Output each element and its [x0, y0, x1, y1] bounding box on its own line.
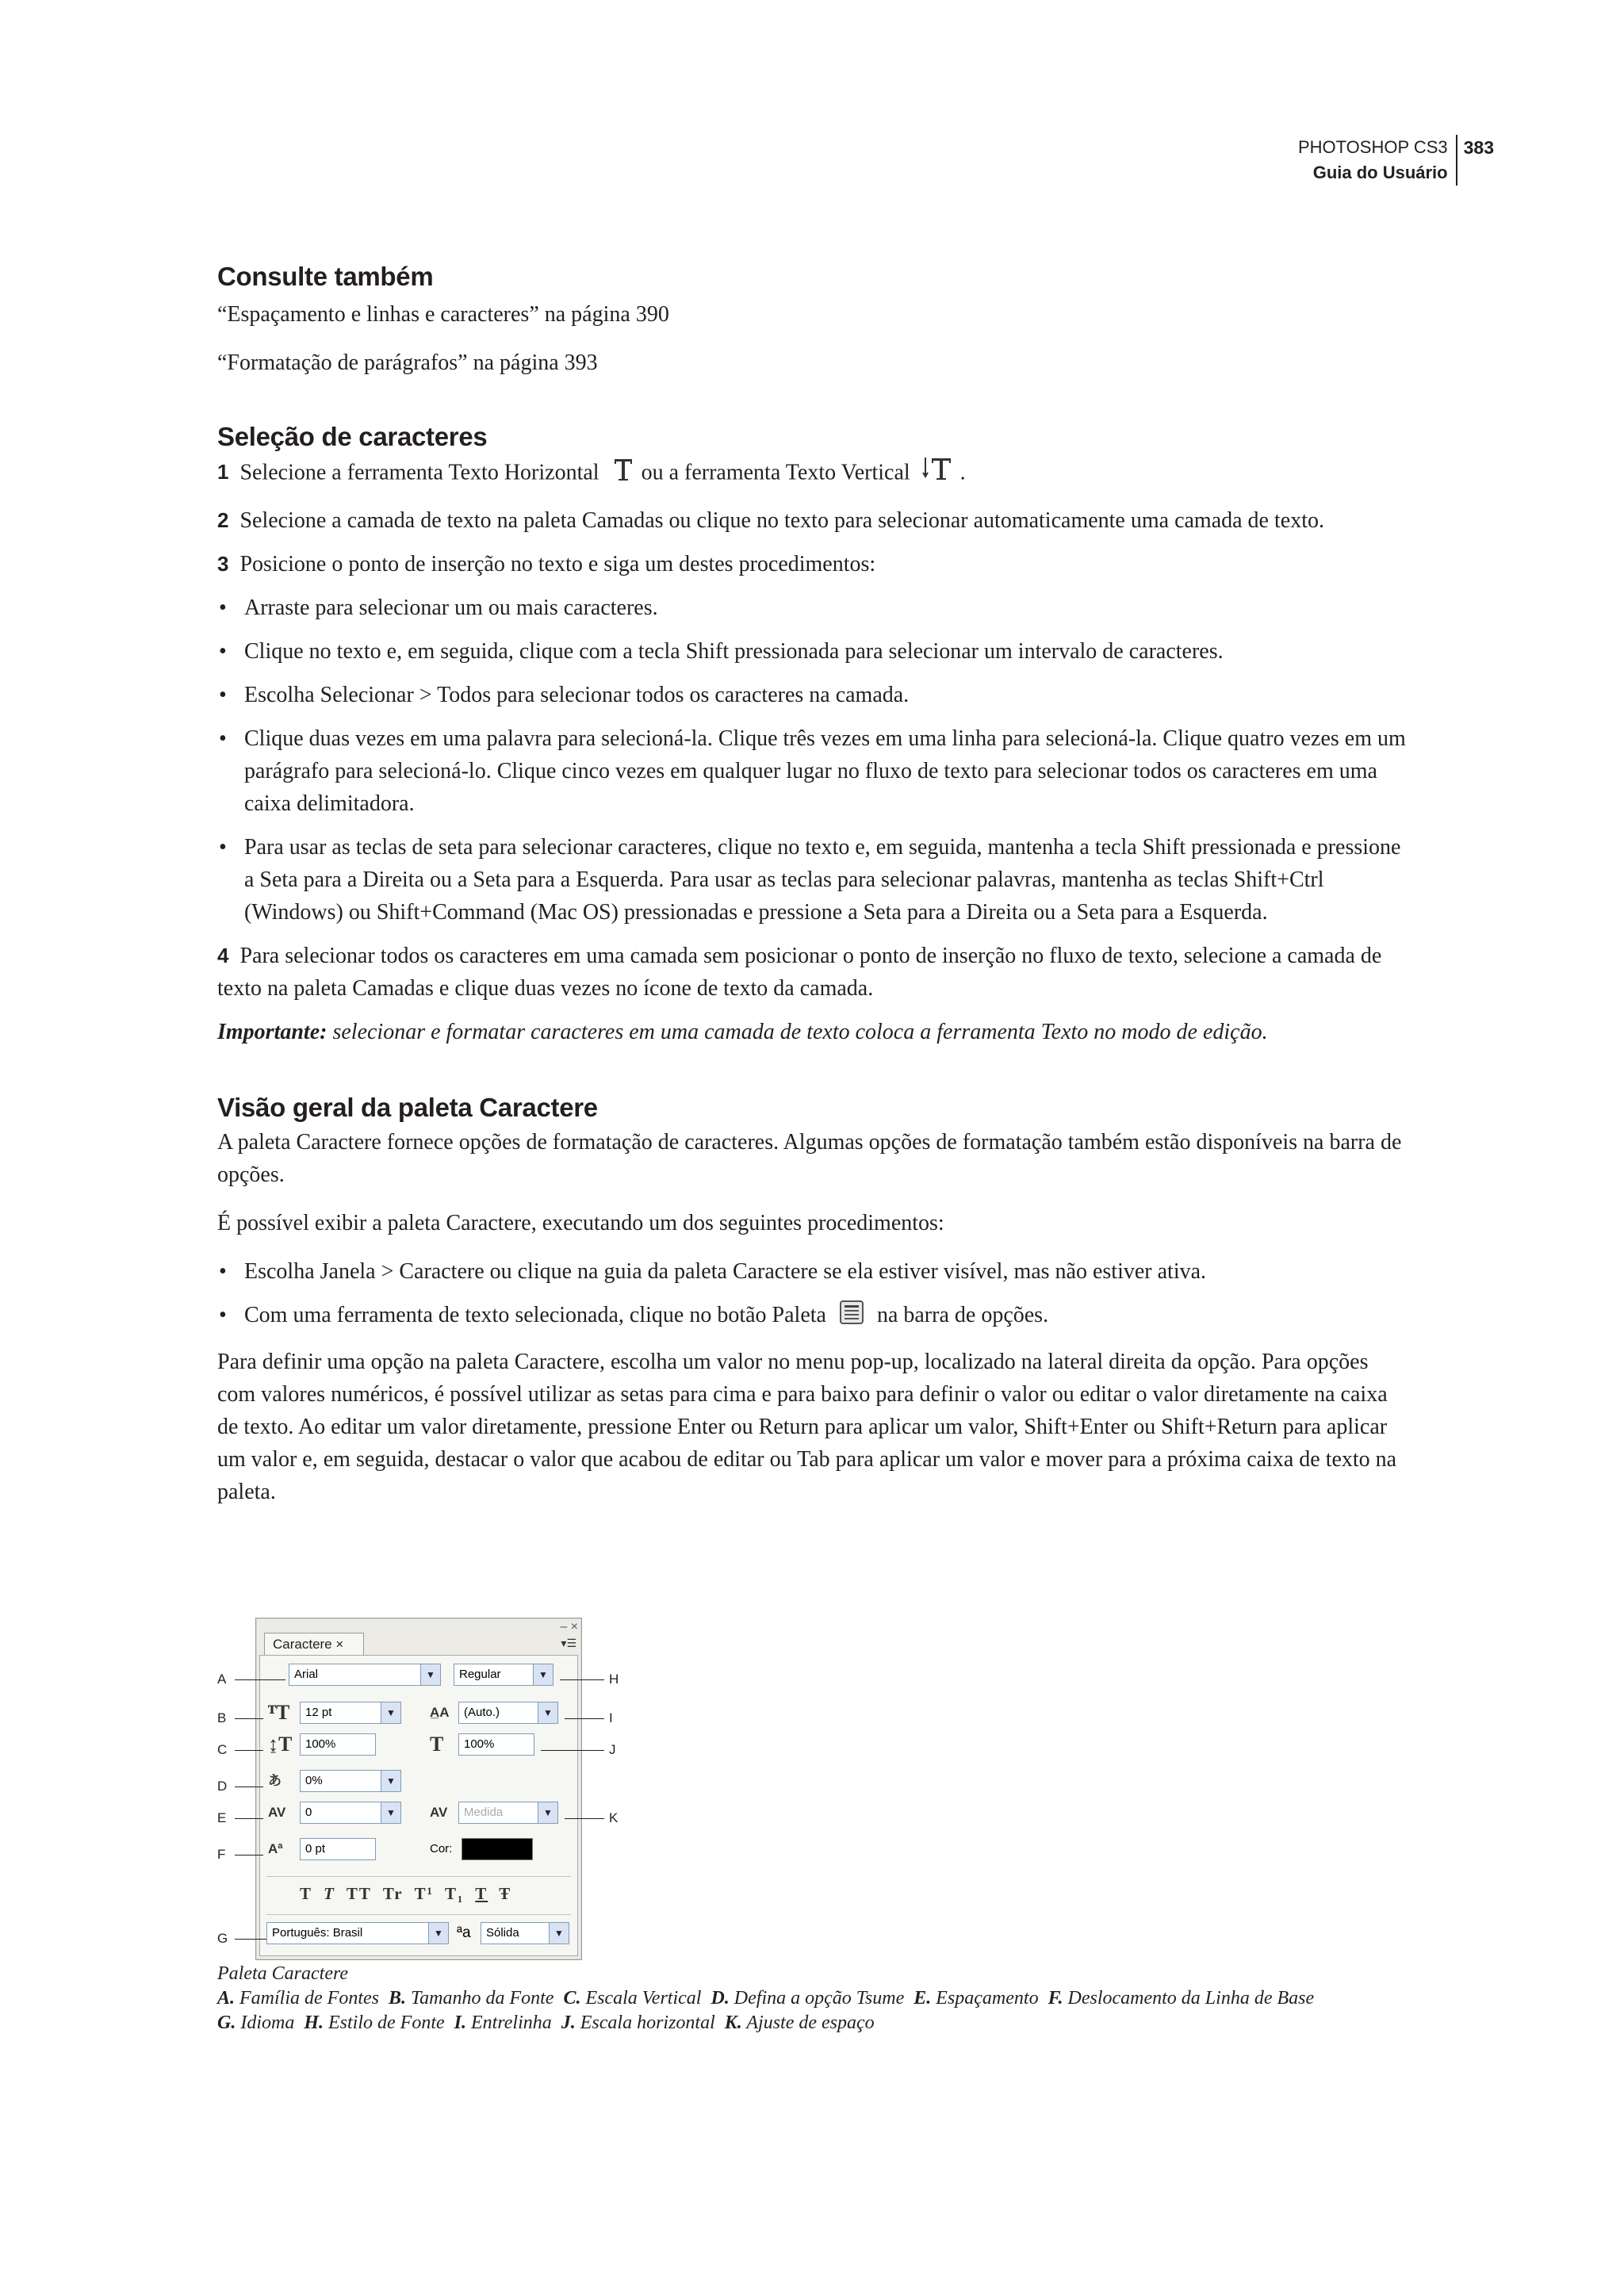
- subscript-button[interactable]: T₁: [444, 1884, 465, 1903]
- callout-d: D: [217, 1779, 228, 1794]
- leader-line: [235, 1750, 263, 1751]
- chevron-down-icon: ▼: [381, 1771, 400, 1791]
- font-size-icon: ᵀT: [268, 1701, 290, 1724]
- see-also-link[interactable]: “Espaçamento e linhas e caracteres” na página 390: [217, 302, 669, 327]
- tracking-select[interactable]: 0 ▼: [300, 1802, 401, 1824]
- leading-select[interactable]: (Auto.) ▼: [458, 1702, 558, 1724]
- tracking-icon: AV: [268, 1805, 286, 1820]
- leader-line: [565, 1818, 604, 1819]
- faux-bold-button[interactable]: T: [300, 1884, 313, 1903]
- chevron-down-icon: ▼: [549, 1923, 569, 1944]
- horizontal-type-tool-icon: [611, 456, 635, 492]
- strikethrough-button[interactable]: Ŧ: [499, 1884, 512, 1903]
- running-head: [1298, 135, 1494, 186]
- divider: [266, 1876, 571, 1877]
- tsume-icon: あ: [268, 1773, 282, 1788]
- section-heading-selecao: Seleção de caracteres: [217, 422, 488, 451]
- leading-icon: A̲A: [430, 1705, 450, 1720]
- paragraph: Para definir uma opção na paleta Caractere, escolha um valor no menu pop-up, localizado na lateral direita da opção. Para opções com valores numéricos, é possível utilizar as setas para cima e para baixo para definir o valor ou editar o valor diretamente na caixa de texto. Ao editar um valor diretamente, pressione Enter ou Return para aplicar um valor, Shift+Enter ou Shift+Return para aplicar um valor e, em seguida, destacar o valor que acabou de editar ou Tab para aplicar um valor e mover para a próxima caixa de texto na paleta.: [217, 1349, 1397, 1504]
- kerning-icon: AV: [430, 1805, 448, 1820]
- color-label: Cor:: [430, 1842, 453, 1855]
- list-item: • Clique duas vezes em uma palavra para selecioná-la. Clique três vezes em uma linha para selecioná-la. Clique quatro vezes em um parágrafo para selecioná-lo. Clique cinco vezes em qualquer lugar no fluxo de texto para selecionar todos os caracteres em uma caixa delimitadora.: [219, 726, 1406, 816]
- chevron-down-icon: ▼: [538, 1802, 557, 1823]
- see-also-link[interactable]: “Formatação de parágrafos” na página 393: [217, 350, 598, 375]
- callout-h: H: [609, 1672, 619, 1687]
- section-heading-visao-geral: Visão geral da paleta Caractere: [217, 1093, 598, 1122]
- vertical-scale-input[interactable]: 100%: [300, 1733, 376, 1756]
- chevron-down-icon: ▼: [420, 1664, 440, 1685]
- step-4: 4 Para selecionar todos os caracteres em uma camada sem posicionar o ponto de inserção no fluxo de texto, selecione a camada de texto na paleta Camadas e clique duas vezes no ícone de texto da camada.: [217, 944, 1382, 1001]
- paragraph: É possível exibir a paleta Caractere, executando um dos seguintes procedimentos:: [217, 1211, 944, 1235]
- leader-line: [235, 1679, 285, 1680]
- book-subtitle: Guia do Usuário: [1312, 163, 1448, 182]
- page-number: 383: [1463, 137, 1494, 158]
- important-note: Importante: selecionar e formatar caracteres em uma camada de texto coloca a ferramenta Texto no modo de edição.: [217, 1020, 1268, 1044]
- callout-j: J: [609, 1742, 616, 1757]
- divider: [266, 1914, 571, 1915]
- book-title: PHOTOSHOP CS3: [1297, 137, 1448, 157]
- step-3: 3 Posicione o ponto de inserção no texto e siga um destes procedimentos:: [217, 552, 876, 576]
- superscript-button[interactable]: T¹: [414, 1884, 434, 1903]
- faux-italic-button[interactable]: T: [324, 1884, 335, 1903]
- antialias-select[interactable]: Sólida ▼: [481, 1922, 569, 1944]
- horizontal-scale-input[interactable]: 100%: [458, 1733, 534, 1756]
- chevron-down-icon: ▼: [381, 1802, 400, 1823]
- list-item: • Para usar as teclas de seta para selecionar caracteres, clique no texto e, em seguida, mantenha a tecla Shift pressionada e pressione a Seta para a Direita ou a Seta para a Esquerda. Para usar as teclas para selecionar palavras, mantenha as teclas Shift+Ctrl (Windows) ou Shift+Command (Mac OS) pressionadas e pressione a Seta para a Direita ou a Seta para a Esquerda.: [219, 835, 1401, 925]
- antialias-icon: ªa: [457, 1924, 471, 1941]
- all-caps-button[interactable]: TT: [346, 1884, 372, 1903]
- paragraph: A paleta Caractere fornece opções de formatação de caracteres. Algumas opções de formatação também estão disponíveis na barra de opções.: [217, 1130, 1402, 1187]
- callout-k: K: [609, 1810, 619, 1825]
- window-controls[interactable]: – ×: [560, 1620, 578, 1633]
- character-palette-figure: [217, 1618, 661, 1967]
- leader-line: [235, 1718, 263, 1719]
- callout-c: C: [217, 1742, 228, 1757]
- chevron-down-icon: ▼: [381, 1702, 400, 1723]
- caption-legend-line-1: A. Família de Fontes B. Tamanho da Fonte C. Escala Vertical D. Defina a opção Tsume E. Espaçamento F. Deslocamento da Linha de Base: [217, 1988, 1315, 2009]
- language-select[interactable]: Português: Brasil ▼: [266, 1922, 449, 1944]
- font-family-select[interactable]: Arial ▼: [289, 1664, 441, 1686]
- callout-a: A: [217, 1672, 227, 1687]
- list-item: • Escolha Selecionar > Todos para selecionar todos os caracteres na camada.: [219, 683, 910, 707]
- callout-g: G: [217, 1931, 228, 1946]
- color-swatch[interactable]: [462, 1838, 533, 1860]
- leader-line: [541, 1750, 604, 1751]
- list-item: • Com uma ferramenta de texto selecionada, clique no botão Paleta na barra de opções.: [217, 1299, 1407, 1335]
- palette-menu-icon[interactable]: ▾☰: [561, 1637, 576, 1650]
- list-item: • Escolha Janela > Caractere ou clique na guia da paleta Caractere se ela estiver visível, mas não estiver ativa.: [219, 1259, 1207, 1284]
- underline-button[interactable]: T: [475, 1884, 488, 1903]
- chevron-down-icon: ▼: [533, 1664, 553, 1685]
- small-caps-button[interactable]: Tr: [382, 1884, 404, 1903]
- caption-legend-line-2: G. Idioma H. Estilo de Fonte I. Entrelinha J. Escala horizontal K. Ajuste de espaço: [217, 2013, 875, 2033]
- tsume-select[interactable]: 0% ▼: [300, 1770, 401, 1792]
- list-item: • Clique no texto e, em seguida, clique com a tecla Shift pressionada para selecionar um intervalo de caracteres.: [219, 639, 1224, 664]
- page-content: [217, 262, 1407, 1508]
- type-style-buttons: [300, 1884, 523, 1904]
- leader-line: [560, 1679, 604, 1680]
- step-2: 2 Selecione a camada de texto na paleta Camadas ou clique no texto para selecionar automaticamente uma camada de texto.: [217, 508, 1324, 533]
- list-item: • Arraste para selecionar um ou mais caracteres.: [219, 596, 658, 620]
- character-palette: [255, 1618, 582, 1960]
- kerning-select[interactable]: Medida ▼: [458, 1802, 558, 1824]
- leader-line: [565, 1718, 604, 1719]
- font-size-select[interactable]: 12 pt ▼: [300, 1702, 401, 1724]
- palette-button-icon: [838, 1300, 865, 1335]
- leader-line: [235, 1939, 266, 1940]
- horizontal-scale-icon: T: [430, 1733, 444, 1756]
- tab-caractere[interactable]: Caractere ×: [264, 1633, 364, 1655]
- baseline-shift-icon: Aª: [268, 1841, 283, 1856]
- callout-i: I: [609, 1710, 613, 1725]
- vertical-type-tool-icon: [922, 455, 954, 493]
- chevron-down-icon: ▼: [538, 1702, 557, 1723]
- baseline-shift-input[interactable]: 0 pt: [300, 1838, 376, 1860]
- vertical-scale-icon: ↨T: [268, 1733, 293, 1756]
- callout-b: B: [217, 1710, 227, 1725]
- see-also-heading: Consulte também: [217, 262, 434, 291]
- callout-f: F: [217, 1847, 226, 1862]
- font-style-select[interactable]: Regular ▼: [454, 1664, 553, 1686]
- callout-e: E: [217, 1810, 227, 1825]
- caption-title: Paleta Caractere: [217, 1963, 349, 1984]
- leader-line: [235, 1818, 263, 1819]
- chevron-down-icon: ▼: [428, 1923, 448, 1944]
- step-1: 1 Selecione a ferramenta Texto Horizontal ou a ferramenta Texto Vertical .: [217, 455, 1407, 493]
- figure-caption: [217, 1962, 1407, 2035]
